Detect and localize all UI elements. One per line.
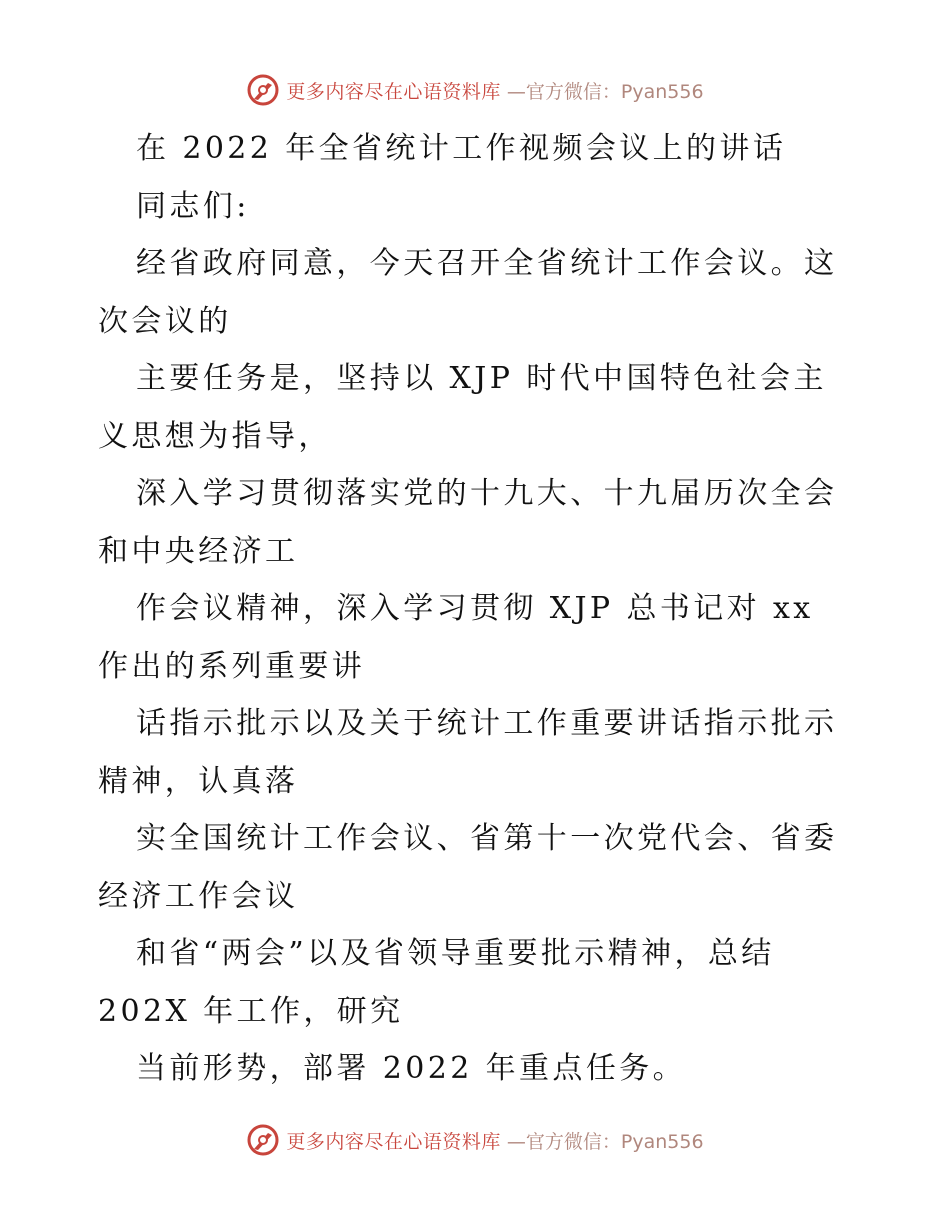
paragraph-line: 作出的系列重要讲: [98, 648, 366, 684]
salutation: 同志们:: [136, 188, 250, 224]
paragraph-line: 和省“两会”以及省领导重要批示精神，总结: [136, 936, 775, 971]
paragraph-line: 经济工作会议: [98, 878, 299, 914]
watermark-group: [246, 1123, 703, 1157]
paragraph-line: 当前形势，部署 2022 年重点任务。: [136, 1051, 687, 1086]
paragraph-line: 次会议的: [98, 303, 232, 339]
paragraph-line: 202X 年工作，研究: [98, 993, 404, 1029]
quill-pen-logo-icon: [246, 73, 280, 107]
paragraph-line: 话指示批示以及关于统计工作重要讲话指示批示: [136, 706, 838, 741]
watermark-group: [246, 73, 703, 107]
paragraph-line: 和中央经济工: [98, 533, 299, 569]
paragraph-line: 实全国统计工作会议、省第十一次党代会、省委: [136, 821, 838, 856]
watermark-contact-text: —官方微信：Pyan556: [506, 80, 704, 103]
paragraph-line: 深入学习贯彻落实党的十九大、十九届历次全会: [136, 476, 838, 511]
watermark-main-text: 更多内容尽在心语资料库: [286, 80, 501, 103]
document-title: 在 2022 年全省统计工作视频会议上的讲话: [136, 131, 787, 166]
document-body: [98, 120, 858, 1098]
paragraph-line: 义思想为指导，: [98, 418, 332, 454]
watermark-main-text: 更多内容尽在心语资料库: [286, 1130, 501, 1153]
paragraph-line: 作会议精神，深入学习贯彻 XJP 总书记对 xx: [136, 591, 814, 626]
paragraph-line: 主要任务是，坚持以 XJP 时代中国特色社会主: [136, 361, 827, 396]
watermark-contact-text: —官方微信：Pyan556: [506, 1130, 704, 1153]
footer-watermark: [0, 1120, 950, 1160]
header-watermark: [0, 70, 950, 110]
paragraph-line: 精神，认真落: [98, 763, 299, 799]
paragraph-line: 经省政府同意，今天召开全省统计工作会议。这: [136, 246, 838, 281]
quill-pen-logo-icon: [246, 1123, 280, 1157]
